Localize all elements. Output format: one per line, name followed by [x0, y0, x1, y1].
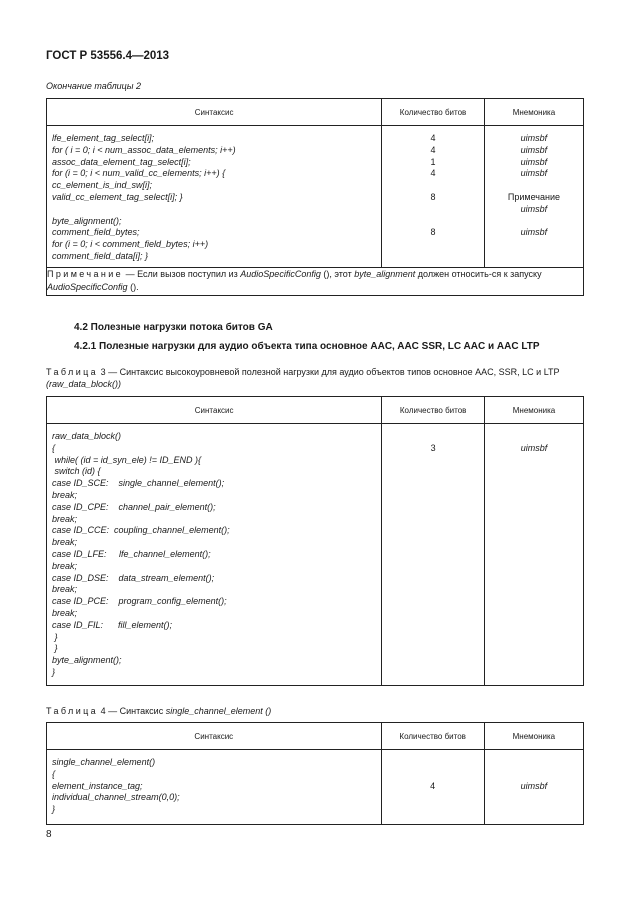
table4-mnemonic-cell	[484, 750, 583, 825]
note-ref-1: AudioSpecificConfig	[240, 268, 321, 279]
table3-label: Таблица	[46, 367, 99, 377]
bits-value: 4	[430, 168, 436, 179]
mnemonic-value: Примечание	[507, 191, 560, 202]
table4-label: Таблица	[46, 706, 99, 716]
bits-value	[382, 204, 484, 216]
bits-value: 8	[430, 227, 436, 238]
syntax-line: assoc_data_element_tag_select[i];	[52, 156, 191, 167]
syntax-line: break;	[52, 607, 78, 618]
table3-caption-ref: (raw_data_block())	[46, 379, 122, 389]
bits-value: 8	[430, 191, 436, 202]
mnemonic-value: uimsbf	[520, 144, 548, 155]
syntax-line: break;	[52, 513, 78, 524]
note-label: Примечание	[47, 268, 124, 279]
syntax-line: }	[52, 631, 58, 642]
syntax-line: lfe_element_tag_select[i];	[52, 133, 155, 143]
bits-value: 3	[430, 442, 436, 453]
bits-value	[382, 251, 484, 263]
table2-bits-cell	[382, 126, 485, 268]
syntax-line: individual_channel_stream(0,0);	[52, 792, 180, 803]
table4-bits-cell	[381, 750, 484, 825]
syntax-line: case ID_SCE: single_channel_element();	[52, 478, 225, 489]
table2-caption: Окончание таблицы 2	[46, 81, 141, 91]
bits-value	[382, 180, 484, 192]
mnemonic-value	[485, 251, 583, 263]
syntax-line: raw_data_block()	[52, 431, 122, 441]
bits-value	[382, 431, 484, 443]
mnemonic-value	[485, 757, 583, 769]
table4-col-bits: Количество битов	[381, 723, 484, 750]
syntax-line: element_instance_tag;	[52, 780, 143, 791]
table4-col-mnemonic: Мнемоника	[484, 723, 583, 750]
syntax-line: while( (id = id_syn_ele) != ID_END ){	[52, 454, 202, 465]
syntax-line: break;	[52, 560, 78, 571]
table4-col-syntax: Синтаксис	[47, 723, 382, 750]
syntax-line: case ID_FIL: fill_element();	[52, 619, 173, 630]
note-ref-3: AudioSpecificConfig	[47, 282, 128, 293]
syntax-line: case ID_CPE: channel_pair_element();	[52, 501, 216, 512]
mnemonic-value: uimsbf	[520, 442, 548, 453]
syntax-line: break;	[52, 489, 78, 500]
bits-value	[382, 239, 484, 251]
syntax-line: case ID_LFE: lfe_channel_element();	[52, 548, 211, 559]
syntax-line: comment_field_bytes;	[52, 227, 140, 238]
table2-col-syntax: Синтаксис	[47, 99, 382, 126]
mnemonic-value: uimsbf	[520, 156, 548, 167]
syntax-line: byte_alignment();	[52, 655, 122, 666]
table3-bits-cell	[382, 424, 485, 686]
table2-col-bits: Количество битов	[382, 99, 485, 126]
table4	[46, 722, 584, 825]
syntax-line: byte_alignment();	[52, 215, 122, 226]
mnemonic-value	[485, 216, 583, 228]
syntax-line: for (i = 0; i < num_valid_cc_elements; i++) {	[52, 168, 226, 179]
mnemonic-value	[485, 180, 583, 192]
bits-value: 4	[430, 133, 436, 143]
syntax-line: }	[52, 804, 56, 815]
syntax-line: }	[52, 643, 58, 654]
note-ref-2: byte_alignment	[354, 268, 416, 279]
syntax-line	[52, 204, 377, 216]
table2-note	[47, 267, 584, 295]
syntax-line: comment_field_data[i]; }	[52, 250, 149, 261]
syntax-line: for (i = 0; i < comment_field_bytes; i++)	[52, 239, 209, 250]
mnemonic-value: uimsbf	[520, 133, 548, 143]
note-text-4: ().	[130, 282, 139, 293]
document-header: ГОСТ Р 53556.4—2013	[46, 50, 170, 62]
syntax-line: case ID_DSE: data_stream_element();	[52, 572, 215, 583]
mnemonic-value: uimsbf	[520, 227, 548, 238]
note-text-2: (), этот	[323, 268, 352, 279]
syntax-line: {	[52, 442, 56, 453]
table2-syntax-cell	[47, 126, 382, 268]
note-text-3: должен относить-ся к запуску	[417, 268, 542, 279]
bits-value	[382, 216, 484, 228]
mnemonic-value: uimsbf	[520, 203, 548, 214]
bits-value	[382, 757, 484, 769]
table4-syntax-cell	[47, 750, 382, 825]
mnemonic-value: uimsbf	[520, 168, 548, 179]
syntax-line: case ID_PCE: program_config_element();	[52, 596, 227, 607]
table3-col-mnemonic: Мнемоника	[485, 397, 584, 424]
syntax-line: case ID_CCE: coupling_channel_element();	[52, 525, 230, 536]
mnemonic-value	[485, 431, 583, 443]
table2-mnemonic-cell	[484, 126, 583, 268]
table3-caption	[46, 366, 586, 390]
mnemonic-value: uimsbf	[520, 780, 548, 791]
syntax-line: }	[52, 666, 56, 677]
table3-col-syntax: Синтаксис	[47, 397, 382, 424]
table4-caption	[46, 705, 586, 717]
section-subheading: 4.2.1 Полезные нагрузки для аудио объекта типа основное AAC, AAC SSR, LC AAC и AAC LTP	[74, 341, 540, 352]
syntax-line: {	[52, 768, 56, 779]
bits-value: 4	[430, 780, 436, 791]
syntax-line: switch (id) {	[52, 466, 101, 477]
syntax-line: break;	[52, 537, 78, 548]
table3-syntax-cell	[47, 424, 382, 686]
bits-value: 1	[430, 156, 436, 167]
syntax-line: valid_cc_element_tag_select[i]; }	[52, 191, 183, 202]
mnemonic-value	[485, 239, 583, 251]
table2	[46, 98, 584, 296]
table3	[46, 396, 584, 686]
table3-caption-text: 3 — Синтаксис высокоуровневой полезной нагрузки для аудио объектов типов основное AAC, SSR, LC и LTP	[100, 367, 560, 377]
table3-mnemonic-cell	[485, 424, 584, 686]
table4-caption-ref: single_channel_element ()	[165, 706, 272, 716]
table2-col-mnemonic: Мнемоника	[484, 99, 583, 126]
table4-caption-text: 4 — Синтаксис	[100, 706, 164, 716]
note-text-1: — Если вызов поступил из	[125, 268, 238, 279]
page-number: 8	[46, 829, 52, 840]
bits-value	[382, 769, 484, 781]
section-heading: 4.2 Полезные нагрузки потока битов GA	[74, 322, 273, 333]
bits-value: 4	[430, 144, 436, 155]
table3-col-bits: Количество битов	[382, 397, 485, 424]
mnemonic-value	[485, 769, 583, 781]
syntax-line: single_channel_element()	[52, 757, 156, 767]
syntax-line: break;	[52, 584, 78, 595]
syntax-line: cc_element_is_ind_sw[i];	[52, 180, 153, 191]
syntax-line: for ( i = 0; i < num_assoc_data_elements; i++)	[52, 144, 236, 155]
